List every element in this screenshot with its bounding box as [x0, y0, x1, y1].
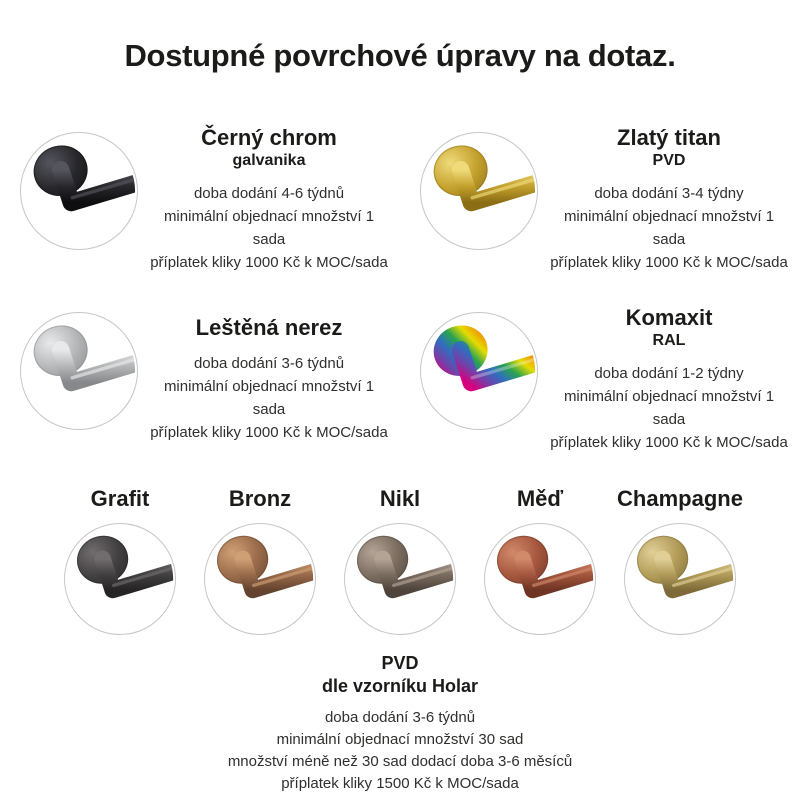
finish-name: Černý chrom — [201, 125, 337, 151]
finish-detail-line: minimální objednací množství 1 sada — [163, 207, 375, 248]
finish-detail-line: minimální objednací množství 1 sada — [563, 207, 775, 248]
pvd-details — [0, 707, 800, 795]
finish-name: Zlatý titan — [617, 125, 721, 151]
pvd-info-block — [0, 652, 800, 795]
swatch-label: Nikl — [379, 486, 421, 511]
door-handle-image-med — [484, 523, 596, 635]
swatch-label: Bronz — [228, 486, 292, 511]
door-handle-image-komaxit — [420, 312, 538, 430]
finish-subtitle: galvanika — [232, 151, 306, 169]
pvd-swatch-row — [50, 484, 750, 635]
pvd-detail-line: minimální objednací množství 30 sad — [276, 731, 524, 748]
door-handle-image-zlaty-titan — [420, 132, 538, 250]
swatch-label: Měď — [516, 486, 564, 511]
pvd-subheading: dle vzorníku Holar — [321, 676, 479, 696]
pvd-detail-line: příplatek kliky 1500 Kč k MOC/sada — [281, 775, 519, 792]
finish-detail-line: minimální objednací množství 1 sada — [563, 387, 775, 428]
finish-details — [146, 182, 392, 274]
swatch-grafit — [50, 484, 190, 635]
swatch-med — [470, 484, 610, 635]
finish-detail-line: doba dodání 3-4 týdny — [594, 184, 744, 202]
finish-detail-line: příplatek kliky 1000 Kč k MOC/sada — [150, 253, 388, 271]
finish-name: Komaxit — [625, 305, 713, 331]
finish-details — [546, 182, 792, 274]
finish-card-komaxit — [400, 298, 800, 462]
finish-detail-line: doba dodání 3-6 týdnů — [193, 354, 345, 372]
swatch-nikl — [330, 484, 470, 635]
page-title: Dostupné povrchové úpravy na dotaz. — [124, 38, 676, 73]
finish-info — [546, 120, 792, 280]
swatch-champagne — [610, 484, 750, 635]
finish-card-zlaty-titan — [400, 118, 800, 282]
finish-details — [146, 352, 392, 444]
finish-card-cerny-chrom — [0, 118, 400, 282]
finish-info — [146, 300, 392, 460]
finish-subtitle: RAL — [652, 331, 686, 349]
pvd-detail-line: doba dodání 3-6 týdnů — [324, 709, 476, 726]
pvd-detail-line: množství méně než 30 sad dodací doba 3-6 měsíců — [227, 753, 573, 770]
finish-detail-line: minimální objednací množství 1 sada — [163, 377, 375, 418]
finish-card-lestena-nerez — [0, 298, 400, 462]
door-handle-image-cerny-chrom — [20, 132, 138, 250]
finish-detail-line: příplatek kliky 1000 Kč k MOC/sada — [150, 423, 388, 441]
door-handle-image-lestena-nerez — [20, 312, 138, 430]
finish-detail-line: příplatek kliky 1000 Kč k MOC/sada — [550, 253, 788, 271]
finish-details — [546, 362, 792, 454]
finish-name: Leštěná nerez — [195, 315, 343, 341]
pvd-heading: PVD — [381, 653, 419, 673]
door-handle-image-champagne — [624, 523, 736, 635]
door-handle-image-bronz — [204, 523, 316, 635]
finish-info — [146, 120, 392, 280]
door-handle-image-nikl — [344, 523, 456, 635]
finish-info — [546, 300, 792, 460]
swatch-bronz — [190, 484, 330, 635]
door-handle-image-grafit — [64, 523, 176, 635]
swatch-label: Grafit — [90, 486, 150, 511]
finish-detail-line: doba dodání 4-6 týdnů — [193, 184, 345, 202]
finish-subtitle: PVD — [652, 151, 686, 169]
finish-detail-line: doba dodání 1-2 týdny — [594, 364, 744, 382]
swatch-label: Champagne — [617, 486, 743, 511]
finish-detail-line: příplatek kliky 1000 Kč k MOC/sada — [550, 433, 788, 451]
